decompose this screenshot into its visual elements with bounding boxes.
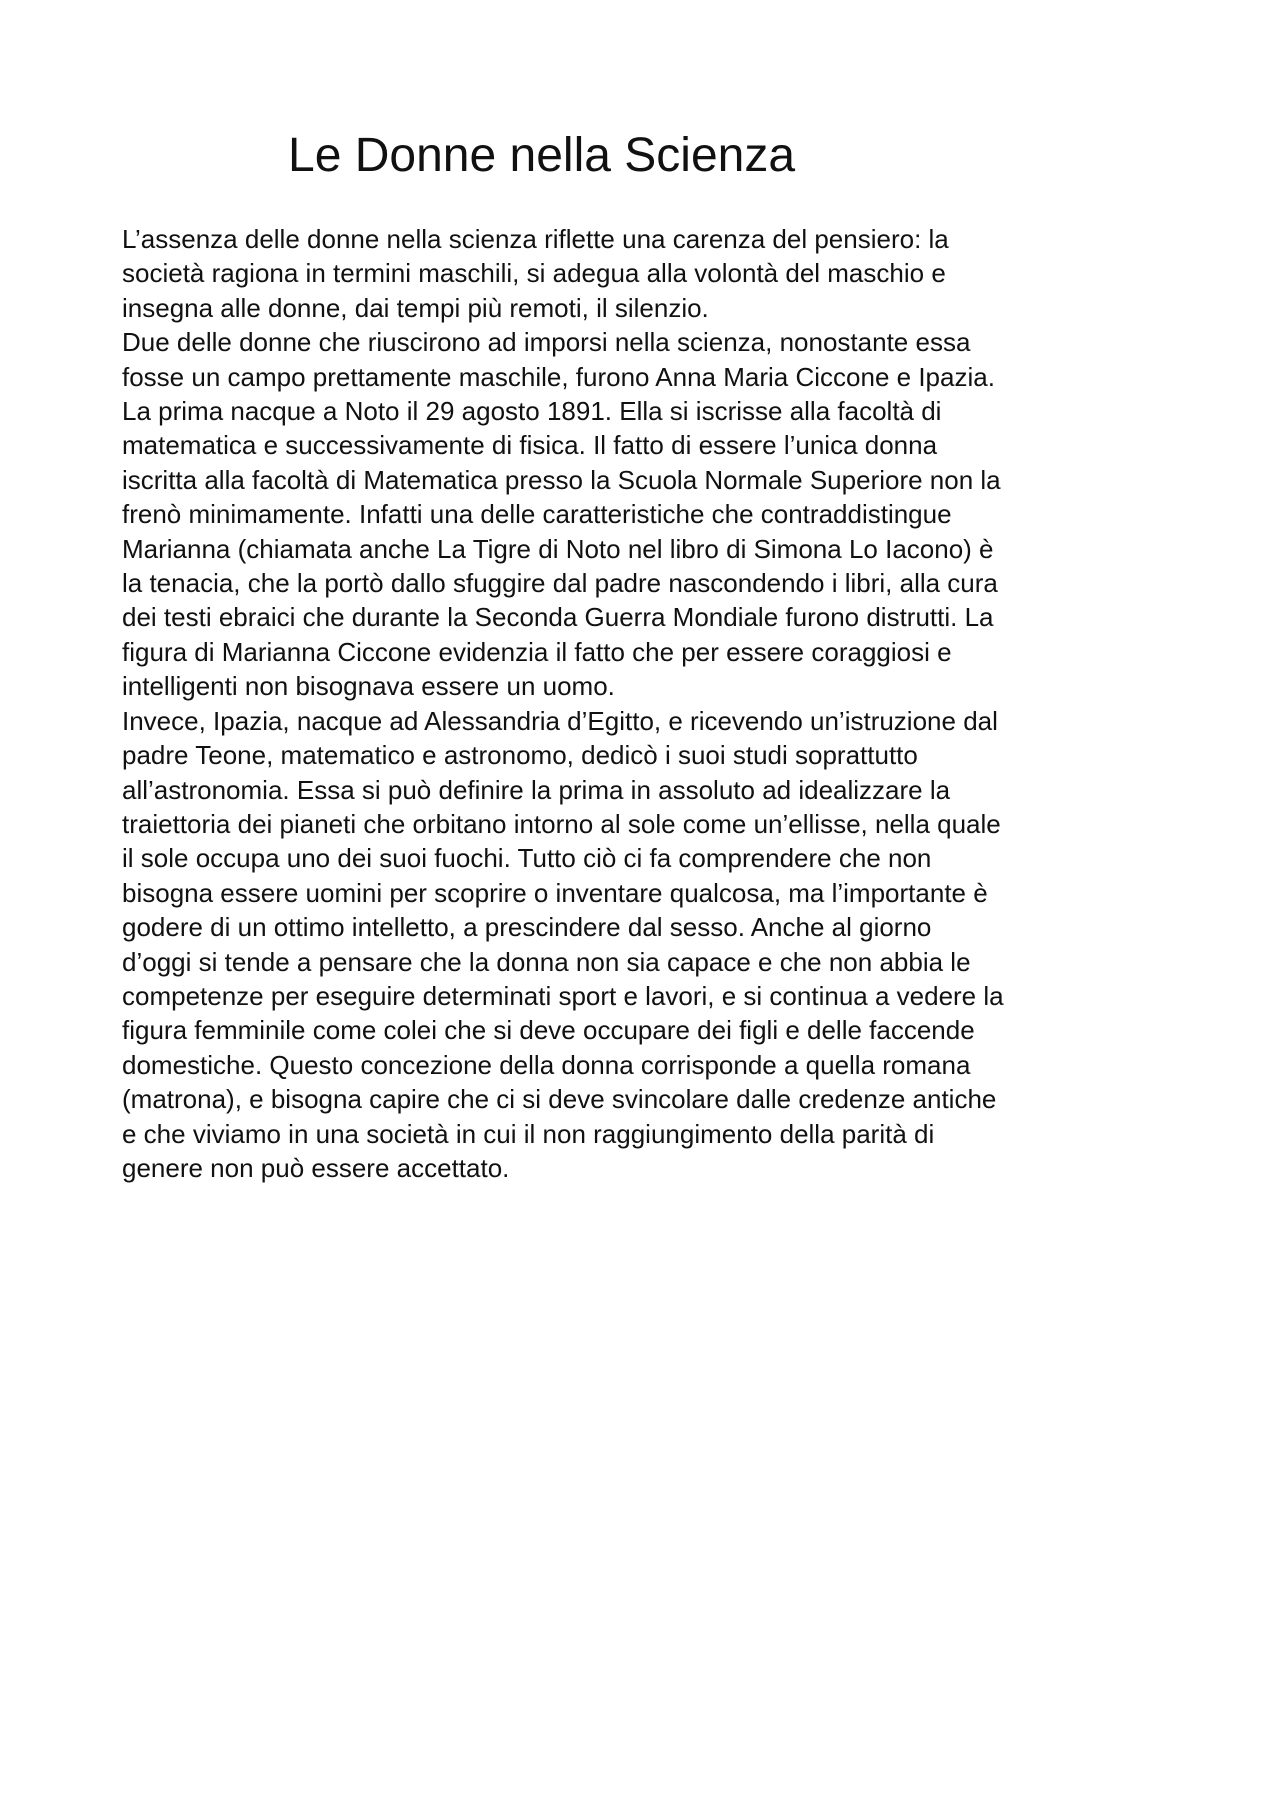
text-line: la tenacia, che la portò dallo sfuggire dal padre nascondendo i libri, alla cura xyxy=(122,568,998,599)
text-line: domestiche. Questo concezione della donna corrisponde a quella romana xyxy=(122,1049,971,1080)
text-line: insegna alle donne, dai tempi più remoti, il silenzio. xyxy=(122,292,709,323)
text-line: società ragiona in termini maschili, si adegua alla volontà del maschio e xyxy=(122,258,946,289)
text-line: matematica e successivamente di fisica. Il fatto di essere l’unica donna xyxy=(122,430,938,461)
text-line: il sole occupa uno dei suoi fuochi. Tutto ciò ci fa comprendere che non xyxy=(122,843,932,874)
text-line: godere di un ottimo intelletto, a prescindere dal sesso. Anche al giorno xyxy=(122,912,932,943)
text-line: intelligenti non bisognava essere un uomo. xyxy=(122,671,615,702)
text-line: La prima nacque a Noto il 29 agosto 1891. Ella si iscrisse alla facoltà di xyxy=(122,396,942,427)
text-line: frenò minimamente. Infatti una delle caratteristiche che contraddistingue xyxy=(122,499,952,530)
text-line: d’oggi si tende a pensare che la donna non sia capace e che non abbia le xyxy=(122,946,971,977)
text-line: iscritta alla facoltà di Matematica presso la Scuola Normale Superiore non la xyxy=(122,464,1001,495)
text-line: e che viviamo in una società in cui il non raggiungimento della parità di xyxy=(122,1118,935,1149)
text-line: (matrona), e bisogna capire che ci si deve svincolare dalle credenze antiche xyxy=(122,1084,997,1115)
text-line: L’assenza delle donne nella scienza riflette una carenza del pensiero: la xyxy=(122,224,949,254)
text-line: traiettoria dei pianeti che orbitano intorno al sole come un’ellisse, nella quale xyxy=(122,808,1001,839)
text-line: padre Teone, matematico e astronomo, dedicò i suoi studi soprattutto xyxy=(122,740,918,771)
text-line: Due delle donne che riuscirono ad imporsi nella scienza, nonostante essa xyxy=(122,327,971,358)
text-line: all’astronomia. Essa si può definire la prima in assoluto ad idealizzare la xyxy=(122,774,951,805)
text-line: Marianna (chiamata anche La Tigre di Noto nel libro di Simona Lo Iacono) è xyxy=(122,533,994,564)
document-title: Le Donne nella Scienza xyxy=(288,129,796,182)
text-line: fosse un campo prettamente maschile, furono Anna Maria Ciccone e Ipazia. xyxy=(122,361,995,392)
text-line: bisogna essere uomini per scoprire o inventare qualcosa, ma l’importante è xyxy=(122,877,988,908)
text-line: figura di Marianna Ciccone evidenzia il fatto che per essere coraggiosi e xyxy=(122,636,952,667)
text-line: Invece, Ipazia, nacque ad Alessandria d’Egitto, e ricevendo un’istruzione dal xyxy=(122,705,998,736)
text-line: genere non può essere accettato. xyxy=(122,1152,510,1183)
text-line: competenze per eseguire determinati sport e lavori, e si continua a vedere la xyxy=(122,980,1004,1011)
text-line: dei testi ebraici che durante la Seconda Guerra Mondiale furono distrutti. La xyxy=(122,602,994,633)
text-line: figura femminile come colei che si deve occupare dei figli e delle faccende xyxy=(122,1015,975,1046)
document-body xyxy=(122,222,1182,1185)
